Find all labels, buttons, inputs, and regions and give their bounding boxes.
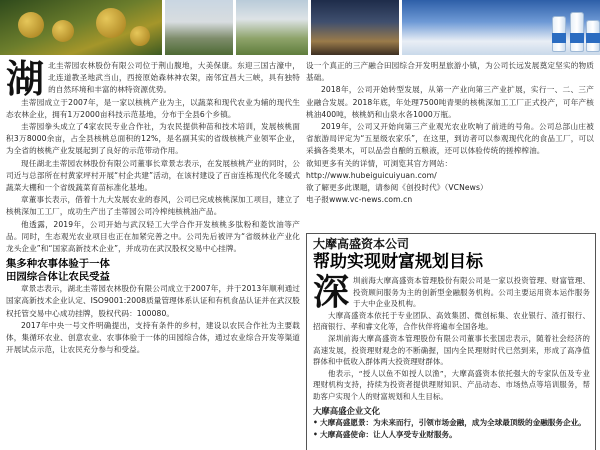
section-subheading: 集多种农事体验于一体 田园综合体让农民受益 xyxy=(6,258,110,283)
walnut-fruit-photo xyxy=(0,0,162,55)
article-paragraph: 他表示，“授人以鱼不如授人以渔”，大摩高盛资本依托强大的专家队伍及专业理财机构支持，持续为投资者提供理财知识、产品动态、市场热点等培训服务，帮助客户实现个人的财富规划和人生目标。 xyxy=(313,368,590,401)
epaper-link[interactable]: 电子报www.vc-news.com.cn xyxy=(306,195,413,205)
article-paragraph: 2019年，公司又开始向第三产业观光农业吹响了前进的号角。公司总部山庄被省旅游局评定为“五星级农家乐”，在这里，到访者可以参观现代化的食品工厂，可以采摘各类果木，可以品尝自酿的五粮液，还可以体验传统的搓榨榨油。 xyxy=(306,122,594,156)
farm-village-photo xyxy=(165,0,233,55)
article-paragraph: 大摩高盛资本依托于专业团队、高效集团、微创标集、农业银行、渣打银行、招商银行、孝和睿文化等，合作伙伴将遍布全国各地。 xyxy=(313,310,590,332)
article-paragraph: 2017年中央一号文件明确提出，支持有条件的乡村，建设以农民合作社为主要载体，集循环农业、创意农业、农事体验于一体的田园综合体，通过农业综合开发等渠道开展试点示范，让农民充分参与和受益。 xyxy=(6,320,300,355)
culture-title: 大摩高盛企业文化 xyxy=(313,405,380,416)
website-link[interactable]: http://www.hubeiguicuiyuan.com/ xyxy=(306,170,437,180)
product-bottles-photo xyxy=(402,0,600,55)
culture-list xyxy=(313,417,590,441)
photo-strip xyxy=(0,0,600,55)
culture-item: • 大摩高盛愿景：为未来而行，引领市场金融，成为全球最顶级的金融服务企业。 xyxy=(313,417,590,429)
article-paragraph: 现任湖北圭蒂园农林股份有限公司董事长章景志表示，在发展核桃产业的同时，公司近与总部所在村黄家坪村开展“村企共建”活动，在该村建设了百亩连栋现代化冬暖式蔬菜大棚和一个省级蔬菜育苗标准化基地。 xyxy=(6,158,300,193)
dropcap: 深 xyxy=(313,272,350,313)
tasting-event-photo xyxy=(311,0,399,55)
left-article-column xyxy=(6,57,300,356)
article-paragraph: 圭蒂园拳头成立了4家农民专业合作社，为农民提供种苗和技术培训，发展核桃面积3万8000余亩，占全县核桃总面积的12%，是名副其实的省级核桃产业领军企业，为全省的核桃产业发展起到了良好的示范带动作用。 xyxy=(6,122,300,156)
article-paragraph: 章景志表示，湖北圭蒂园农林股份有限公司成立于2007年，并于2013年顺利通过国家高新技术企业认定、ISO9001:2008质量管理体系认证和有机食品认证并在武汉股权托管交易中心成功挂牌，股权代码：100080。 xyxy=(6,284,300,318)
article-paragraph: 设一个真正的三产融合田园综合开发明星旅游小镇，为公司长远发展奠定坚实的物质基础。 xyxy=(306,61,594,83)
reference-note: 欲了解更多此课题，请参阅《创投时代》（VCNews） xyxy=(306,183,488,193)
headline: 帮助实现财富规划目标 xyxy=(313,252,483,272)
company-name: 大摩高盛资本公司 xyxy=(313,237,410,251)
orchard-photo xyxy=(236,0,308,55)
article-paragraph: 圭蒂园成立于2007年，是一家以核桃产业为主，以蔬菜和现代农业为辅的现代生态农林企业，拥有1万2000亩科技示范基地，分布于全县6个乡镇。 xyxy=(6,97,300,119)
dropcap: 湖 xyxy=(6,57,45,101)
culture-item: • 大摩高盛使命：让人人享受专业财服务。 xyxy=(313,429,590,441)
boxed-article xyxy=(306,233,596,450)
right-article-column xyxy=(306,60,594,206)
article-paragraph: 深圳前海大摩高盛资本管理股份有限公司董事长张国忠表示，随着社会经济的高速发展，投资理财观念的不断确握，国内全民理财时代已然到来，形成了高净值群体和中低收入群体两大投资理财群体。 xyxy=(313,333,590,367)
article-paragraph: 他透露，2019年，公司开始与武汉轻工大学合作开发核桃多肽粉和菱饮油等产品。同时，生态观光农业项目也正在加紧完善之中。公司先后被评为“省级林业产业化龙头企业”和“国家高新技术企业”，并成功在武汉股权交易中心挂牌。 xyxy=(6,219,300,254)
article-paragraph: 2018年，公司开始转型发展，从第一产业向第三产业扩展，实行一、二、三产业融合发展。2018年底，年处理7500吨青果的核桃深加工工厂正式投产，可年产核桃油400吨，核桃奶和山泉水各1000万瓶。 xyxy=(306,85,594,119)
lead-paragraph: 深圳前海大摩高盛资本管理股份有限公司是一家以投资管理、财富管理、投资顾问服务为主的创新型金融服务机构。公司主要运用资本运作服务于大中企业及机构。 xyxy=(313,272,590,313)
lead-paragraph: 湖北圭蒂园农林股份有限公司位于荆山腹地，大美保康。东迎三国古濠中，北连道教圣地武当山，西接原始森林神农架，南邻宜昌大三峡，具有独特的自然环境和丰富的林特资源优势。 xyxy=(6,57,300,101)
website-prompt: 欲知更多有关的详情，可浏览其官方网站： xyxy=(306,158,453,168)
article-paragraph: 章董事长表示，借着十九大发展农业的春风，公司已完成核桃深加工项目，建立了核桃深加工工厂，成功生产出了圭蒂园公司冷榨纯核桃油产品。 xyxy=(6,195,300,217)
